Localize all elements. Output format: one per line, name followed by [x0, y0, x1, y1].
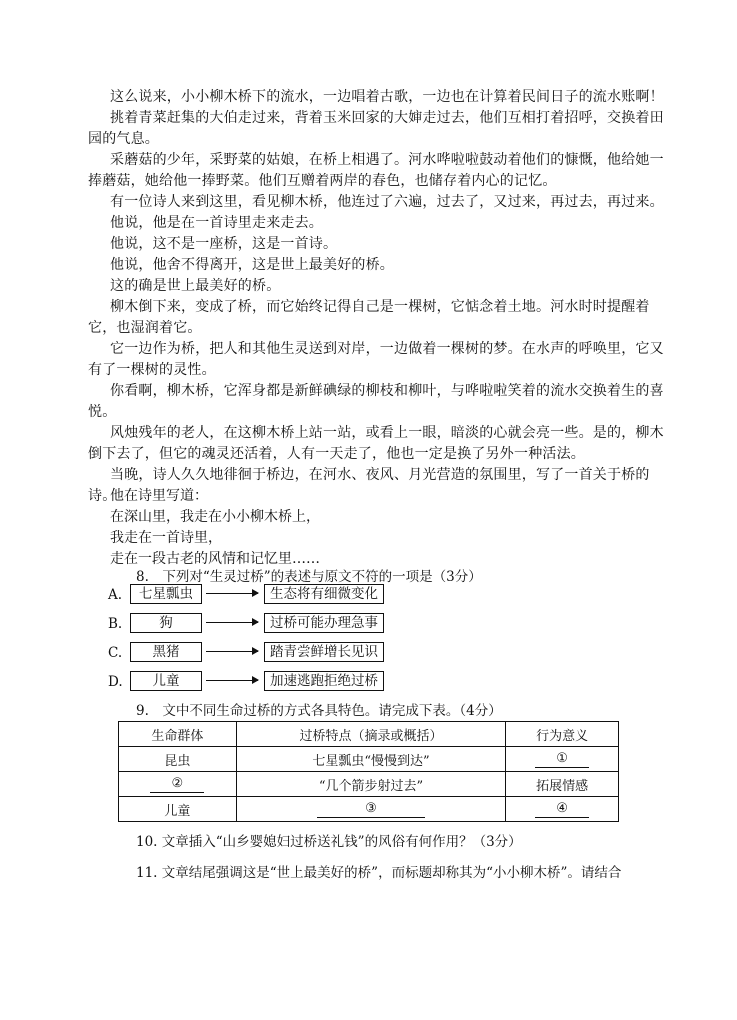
poem-line: 在深山里，我走在小小柳木桥上，	[110, 509, 320, 525]
option-subject-box: 狗	[130, 613, 202, 633]
paragraph: 风烛残年的老人，在这柳木桥上站一站，或看上一眼，暗淡的心就会亮一些。是的，柳木倒下去了，但它的魂灵还活着，人有一天走了，他也一定是换了另外一种活法。	[88, 425, 664, 462]
table-header-row	[119, 722, 619, 747]
table-cell	[506, 797, 619, 822]
question-11-stem: 11. 文章结尾强调这是“世上最美好的桥”，而标题却称其为“小小柳木桥”。请结合	[136, 865, 622, 881]
question-9-stem: 9. 文中不同生命过桥的方式各具特色。请完成下表。（4分）	[136, 703, 502, 719]
table-header: 过桥特点（摘录或概括）	[236, 722, 505, 747]
table-cell: 儿童	[119, 797, 237, 822]
option-description-box: 踏青尝鲜增长见识	[264, 642, 384, 662]
paragraph: 你看啊，柳木桥，它浑身都是新鲜碘绿的柳枝和柳叶，与哗啦啦笑着的流水交换着生的喜悦。	[88, 383, 664, 420]
right-arrow-icon	[206, 622, 258, 623]
paragraph: 有一位诗人来到这里，看见柳木桥，他连过了六遍，过去了，又过来，再过去，再过来。	[110, 194, 664, 210]
paragraph: 挑着青菜赶集的大伯走过来，背着玉米回家的大婶走过去，他们互相打着招呼，交换着田园的气息。	[88, 110, 664, 147]
option-subject-box: 儿童	[130, 671, 202, 691]
table-row	[119, 797, 619, 822]
option-subject-box: 黑猪	[130, 642, 202, 662]
answer-blank[interactable]: ④	[535, 801, 589, 818]
table-cell: 七星瓢虫“慢慢到达”	[236, 747, 505, 772]
table-cell	[236, 797, 505, 822]
option-description-box: 生态将有细微变化	[264, 584, 384, 604]
table-row	[119, 772, 619, 797]
paragraph: 这么说来，小小柳木桥下的流水，一边唱着古歌，一边也在计算着民间日子的流水账啊！	[110, 89, 664, 105]
paragraph: 这的确是世上最美好的桥。	[110, 278, 281, 294]
option-letter: D.	[108, 674, 123, 690]
right-arrow-icon	[206, 651, 258, 652]
table-header: 行为意义	[506, 722, 619, 747]
paragraph: 他说，他是在一首诗里走来走去。	[110, 215, 323, 231]
question-10-stem: 10. 文章插入“山乡婴媳妇过桥送礼钱”的风俗有何作用？（3分）	[136, 834, 522, 850]
paragraph: 当晚，诗人久久地徘徊于桥边，在河水、夜风、月光营造的氛围里，写了一首关于桥的诗。	[88, 467, 650, 504]
table-cell	[506, 747, 619, 772]
paragraph: 柳木倒下来，变成了桥，而它始终记得自己是一棵树，它惦念着土地。河水时时提醒着它，也湿润着它。	[88, 299, 650, 336]
question-8-stem: 8. 下列对“生灵过桥”的表述与原文不符的一项是（3分）	[136, 569, 482, 585]
paragraph: 采蘑菇的少年，采野菜的姑娘，在桥上相遇了。河水哗啦啦鼓动着他们的慷慨，他给她一捧蘑菇，她给他一捧野菜。他们互赠着两岸的春色，也储存着内心的记忆。	[88, 152, 664, 189]
option-letter: C.	[108, 645, 123, 661]
poem-line: 我走在一首诗里，	[110, 530, 222, 546]
table-cell: “几个箭步射过去”	[236, 772, 505, 797]
paragraph: 它一边作为桥，把人和其他生灵送到对岸，一边做着一棵树的梦。在水声的呼唤里，它又有了一棵树的灵性。	[88, 341, 664, 378]
table-header: 生命群体	[119, 722, 237, 747]
option-description-box: 过桥可能办理急事	[264, 613, 384, 633]
paragraph: 他在诗里写道：	[110, 488, 208, 504]
table-cell: 昆虫	[119, 747, 237, 772]
option-letter: B.	[108, 616, 123, 632]
answer-blank[interactable]: ②	[150, 776, 204, 793]
option-subject-box: 七星瓢虫	[130, 584, 202, 604]
option-description-box: 加速逃跑拒绝过桥	[264, 671, 384, 691]
table-row	[119, 747, 619, 772]
answer-blank[interactable]: ①	[535, 751, 589, 768]
table-cell	[119, 772, 237, 797]
answer-table	[118, 721, 619, 822]
answer-blank[interactable]: ③	[317, 801, 425, 818]
poem-line: 走在一段古老的风情和记忆里……	[110, 551, 320, 567]
paragraph: 他说，这不是一座桥，这是一首诗。	[110, 236, 338, 252]
option-letter: A.	[108, 587, 123, 603]
right-arrow-icon	[206, 593, 258, 594]
table-cell: 拓展情感	[506, 772, 619, 797]
paragraph: 他说，他舍不得离开，这是世上最美好的桥。	[110, 257, 394, 273]
right-arrow-icon	[206, 680, 258, 681]
